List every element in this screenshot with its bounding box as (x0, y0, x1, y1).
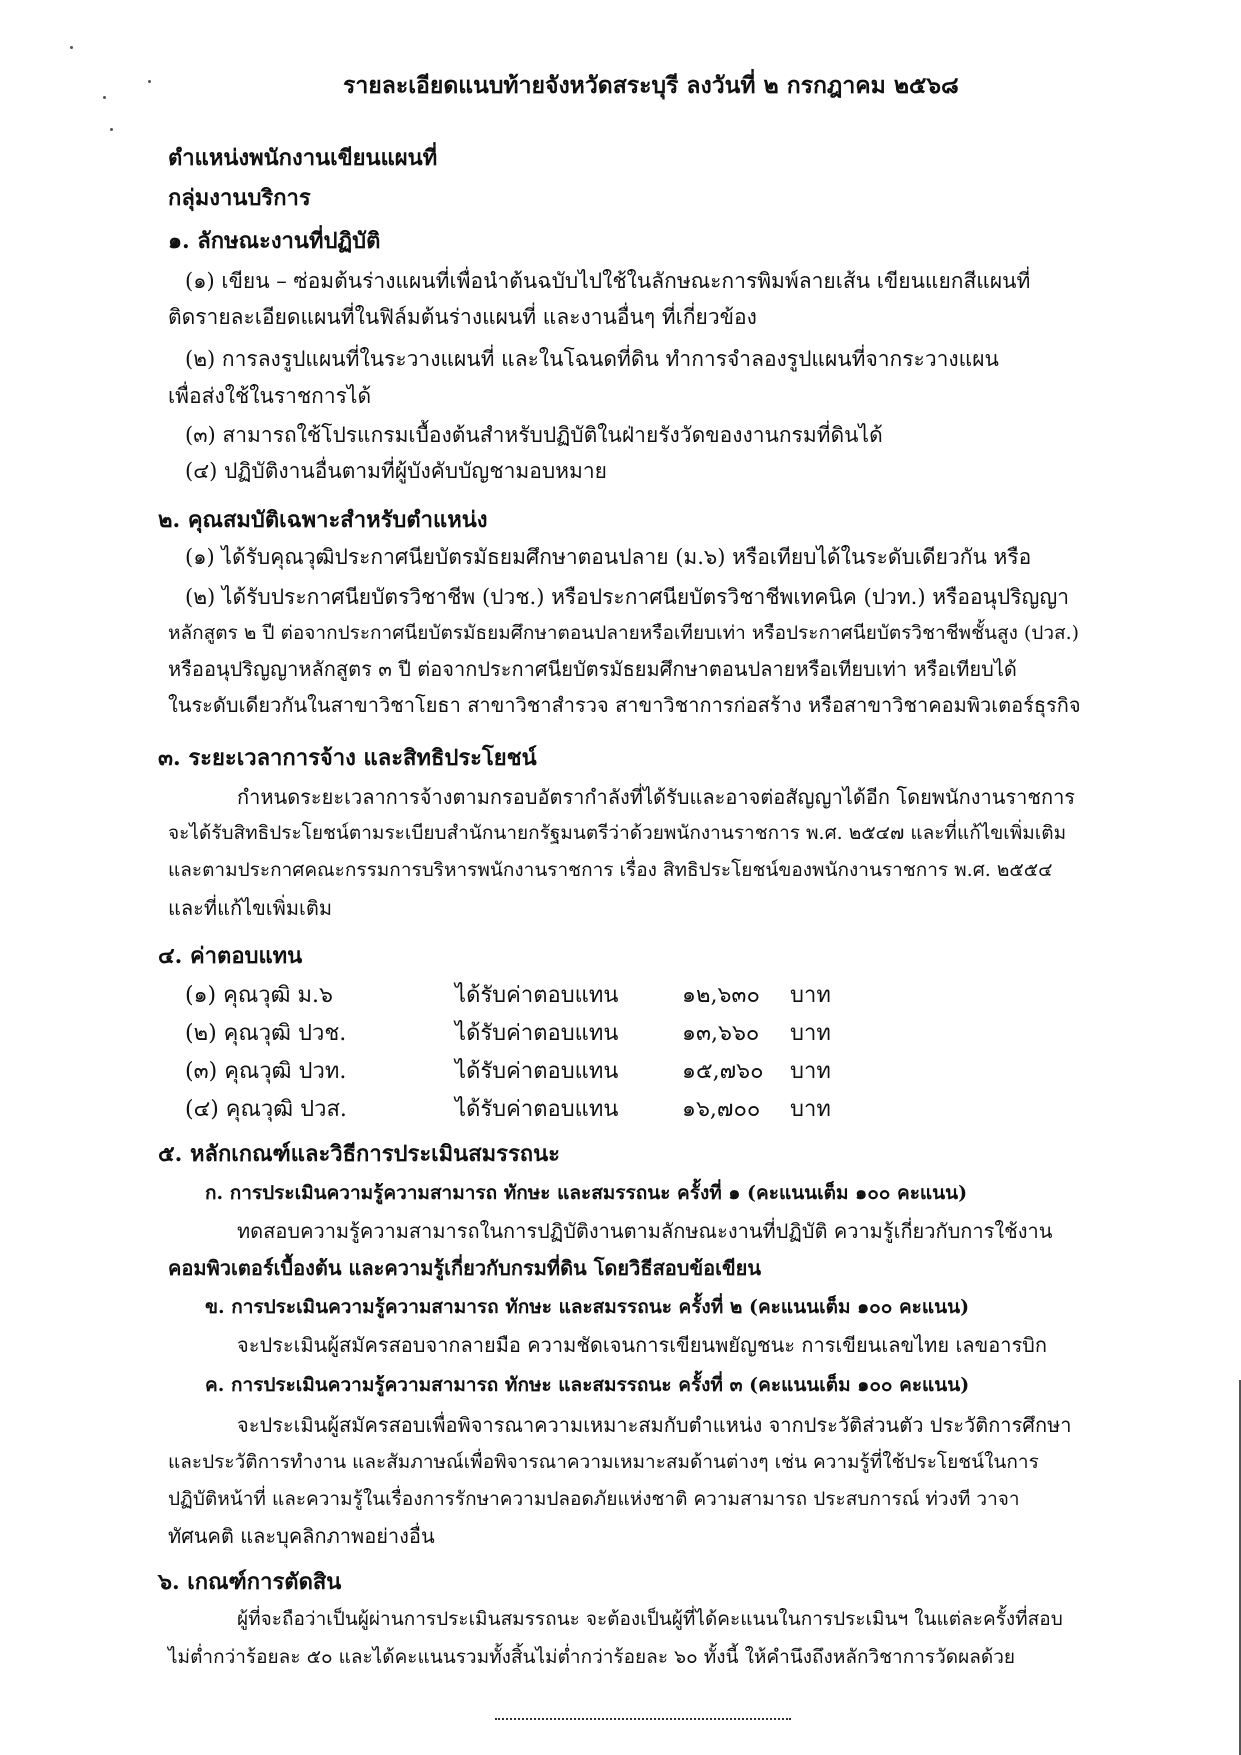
document-header: รายละเอียดแนบท้ายจังหวัดสระบุรี ลงวันที่ ๒ กรกฎาคม ๒๕๖๘ (343, 72, 959, 99)
section-1-item-4: (๔) ปฏิบัติงานอื่นตามที่ผู้บังคับบัญชามอบหมาย (185, 459, 607, 483)
scan-speck (148, 80, 151, 83)
section-1-item-1-cont: ติดรายละเอียดแผนที่ในฟิล์มต้นร่างแผนที่ และงานอื่นๆ ที่เกี่ยวข้อง (168, 305, 757, 329)
assessment-b-heading: ข. การประเมินความรู้ความสามารถ ทักษะ และสมรรถนะ ครั้งที่ ๒ (คะแนนเต็ม ๑๐๐ คะแนน) (205, 1296, 970, 1318)
assessment-a-line-2: คอมพิวเตอร์เบื้องต้น และความรู้เกี่ยวกับกรมที่ดิน โดยวิธีสอบข้อเขียน (168, 1256, 762, 1280)
section-3-line-2: จะได้รับสิทธิประโยชน์ตามระเบียบสำนักนายกรัฐมนตรีว่าด้วยพนักงานราชการ พ.ศ. ๒๕๔๗ และที่แก้ไขเพิ่มเติม (168, 822, 1067, 844)
compensation-amount: ๑๕,๗๖๐ (682, 1059, 764, 1084)
section-2-item-2-cont-1: หลักสูตร ๒ ปี ต่อจากประกาศนียบัตรมัธยมศึกษาตอนปลายหรือเทียบเท่า หรือประกาศนียบัตรวิชาชีพชั้นสูง (ปวส.) (168, 622, 1080, 644)
scan-speck (103, 96, 106, 99)
section-1-item-3: (๓) สามารถใช้โปรแกรมเบื้องต้นสำหรับปฏิบัติในฝ่ายรังวัดของงานกรมที่ดินได้ (185, 423, 883, 447)
section-5-heading: ๕. หลักเกณฑ์และวิธีการประเมินสมรรถนะ (158, 1141, 560, 1167)
qualification: (๒) คุณวุฒิ ปวช. (185, 1021, 347, 1046)
section-1-heading: ๑. ลักษณะงานที่ปฏิบัติ (168, 228, 381, 254)
position-title: ตำแหน่งพนักงานเขียนแผนที่ (168, 145, 438, 171)
section-1-item-2-cont: เพื่อส่งใช้ในราชการได้ (168, 384, 372, 408)
section-3-line-4: และที่แก้ไขเพิ่มเติม (168, 896, 333, 920)
compensation-label: ได้รับค่าตอบแทน (455, 983, 619, 1008)
section-2-item-2: (๒) ได้รับประกาศนียบัตรวิชาชีพ (ปวช.) หรือประกาศนียบัตรวิชาชีพเทคนิค (ปวท.) หรืออนุปริญญา (185, 585, 1070, 609)
assessment-c-line-1: จะประเมินผู้สมัครสอบเพื่อพิจารณาความเหมาะสมกับตำแหน่ง จากประวัติส่วนตัว ประวัติการศึกษา (237, 1413, 1072, 1437)
section-3-line-1: กำหนดระยะเวลาการจ้างตามกรอบอัตรากำลังที่ได้รับและอาจต่อสัญญาได้อีก โดยพนักงานราชการ (237, 785, 1076, 809)
qualification: (๓) คุณวุฒิ ปวท. (185, 1059, 347, 1084)
compensation-amount: ๑๓,๖๖๐ (682, 1021, 760, 1046)
section-2-item-2-cont-3: ในระดับเดียวกันในสาขาวิชาโยธา สาขาวิชาสำรวจ สาขาวิชาการก่อสร้าง หรือสาขาวิชาคอมพิวเตอร์ธุรกิจ (168, 693, 1081, 717)
section-3-line-3: และตามประกาศคณะกรรมการบริหารพนักงานราชการ เรื่อง สิทธิประโยชน์ของพนักงานราชการ พ.ศ. ๒๕๕๔ (168, 859, 1053, 881)
section-2-item-1: (๑) ได้รับคุณวุฒิประกาศนียบัตรมัธยมศึกษาตอนปลาย (ม.๖) หรือเทียบได้ในระดับเดียวกัน หรือ (185, 545, 1032, 569)
compensation-amount: ๑๖,๗๐๐ (682, 1097, 761, 1122)
qualification: (๑) คุณวุฒิ ม.๖ (185, 983, 333, 1008)
compensation-label: ได้รับค่าตอบแทน (455, 1059, 619, 1084)
assessment-c-heading: ค. การประเมินความรู้ความสามารถ ทักษะ และสมรรถนะ ครั้งที่ ๓ (คะแนนเต็ม ๑๐๐ คะแนน) (205, 1374, 970, 1396)
section-3-heading: ๓. ระยะเวลาการจ้าง และสิทธิประโยชน์ (158, 745, 537, 771)
assessment-a-line-1: ทดสอบความรู้ความสามารถในการปฏิบัติงานตามลักษณะงานที่ปฏิบัติ ความรู้เกี่ยวกับการใช้งาน (237, 1219, 1053, 1243)
compensation-label: ได้รับค่าตอบแทน (455, 1021, 619, 1046)
assessment-b-line-1: จะประเมินผู้สมัครสอบจากลายมือ ความชัดเจนการเขียนพยัญชนะ การเขียนเลขไทย เลขอารบิก (237, 1333, 1047, 1357)
qualification: (๔) คุณวุฒิ ปวส. (185, 1097, 347, 1122)
currency-unit: บาท (790, 1097, 831, 1122)
assessment-c-line-2: และประวัติการทำงาน และสัมภาษณ์เพื่อพิจารณาความเหมาะสมด้านต่างๆ เช่น ความรู้ที่ใช้ประโยชน์ในการ (168, 1451, 1039, 1473)
section-2-heading: ๒. คุณสมบัติเฉพาะสำหรับตำแหน่ง (158, 507, 488, 533)
section-1-item-1: (๑) เขียน – ซ่อมต้นร่างแผนที่เพื่อนำต้นฉบับไปใช้ในลักษณะการพิมพ์ลายเส้น เขียนแยกสีแผนที่ (185, 269, 1031, 293)
compensation-label: ได้รับค่าตอบแทน (455, 1097, 619, 1122)
section-1-item-2: (๒) การลงรูปแผนที่ในระวางแผนที่ และในโฉนดที่ดิน ทำการจำลองรูปแผนที่จากระวางแผน (185, 347, 999, 371)
assessment-c-line-3: ปฏิบัติหน้าที่ และความรู้ในเรื่องการรักษาความปลอดภัยแห่งชาติ ความสามารถ ประสบการณ์ ท่วงที วาจา (168, 1488, 1020, 1510)
assessment-a-heading: ก. การประเมินความรู้ความสามารถ ทักษะ และสมรรถนะ ครั้งที่ ๑ (คะแนนเต็ม ๑๐๐ คะแนน) (205, 1182, 968, 1204)
section-4-heading: ๔. ค่าตอบแทน (158, 943, 303, 969)
assessment-c-line-4: ทัศนคติ และบุคลิกภาพอย่างอื่น (168, 1524, 435, 1548)
currency-unit: บาท (790, 983, 831, 1008)
section-6-line-2: ไม่ต่ำกว่าร้อยละ ๕๐ และได้คะแนนรวมทั้งสิ้นไม่ต่ำกว่าร้อยละ ๖๐ ทั้งนี้ ให้คำนึงถึงหลักวิชาการวัดผลด้วย (168, 1646, 1016, 1668)
scan-speck (70, 46, 73, 49)
currency-unit: บาท (790, 1021, 831, 1046)
section-2-item-2-cont-2: หรืออนุปริญญาหลักสูตร ๓ ปี ต่อจากประกาศนียบัตรมัธยมศึกษาตอนปลายหรือเทียบเท่า หรือเทียบได้ (168, 657, 1017, 681)
scan-speck (110, 128, 113, 131)
end-dotted-line (495, 1718, 791, 1720)
section-6-line-1: ผู้ที่จะถือว่าเป็นผู้ผ่านการประเมินสมรรถนะ จะต้องเป็นผู้ที่ได้คะแนนในการประเมินฯ ในแต่ละครั้งที่สอบ (237, 1608, 1063, 1630)
currency-unit: บาท (790, 1059, 831, 1084)
section-6-heading: ๖. เกณฑ์การตัดสิน (158, 1569, 342, 1595)
group-title: กลุ่มงานบริการ (168, 185, 311, 211)
compensation-amount: ๑๒,๖๓๐ (682, 983, 760, 1008)
